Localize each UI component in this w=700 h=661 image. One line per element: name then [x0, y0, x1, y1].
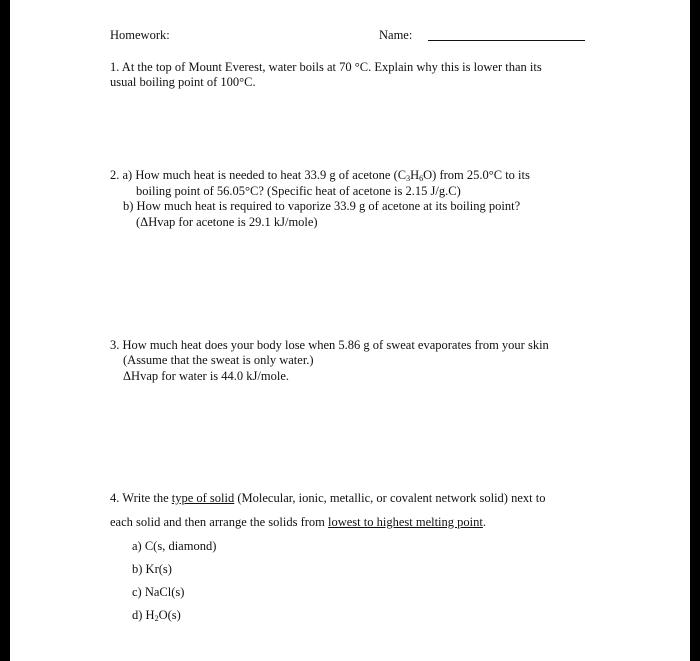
q3-line-2: (Assume that the sweat is only water.) — [123, 353, 314, 367]
q4-item-c: c) NaCl(s) — [132, 585, 185, 599]
right-black-border — [690, 0, 700, 661]
q4-item-a: a) C(s, diamond) — [132, 539, 217, 553]
q3-line-3: ΔHvap for water is 44.0 kJ/mole. — [123, 369, 289, 383]
q2a-sub-3: 3 — [406, 174, 411, 183]
q2a-line-1 — [110, 168, 530, 182]
q4-line-1 — [110, 491, 545, 505]
q4-melting-point-underlined: lowest to highest melting point — [328, 515, 483, 529]
q2a-sub-6: 6 — [419, 174, 424, 183]
left-black-border — [0, 0, 10, 661]
q4-item-d-sub: 2 — [154, 614, 159, 623]
q2b-line-2: (ΔHvap for acetone is 29.1 kJ/mole) — [136, 215, 318, 229]
q4-line-2 — [110, 515, 486, 529]
homework-label: Homework: — [110, 28, 170, 42]
q4-type-of-solid-underlined: type of solid — [171, 491, 235, 505]
q1-line-2: usual boiling point of 100°C. — [110, 75, 256, 89]
q4-item-d-post: O(s) — [158, 608, 181, 622]
q2a-text-pre: 2. a) How much heat is needed to heat 33.9 g of acetone (C — [110, 168, 407, 182]
q4-line-1-pre: 4. Write the — [110, 491, 172, 505]
q4-line-2-post: . — [482, 515, 486, 529]
name-label: Name: — [379, 28, 413, 42]
q2b-line-1: b) How much heat is required to vaporize 33.9 g of acetone at its boiling point? — [123, 199, 521, 213]
q4-item-d-pre: d) H — [132, 608, 155, 622]
q4-line-1-post: (Molecular, ionic, metallic, or covalent network solid) next to — [234, 491, 546, 505]
q2a-line-2: boiling point of 56.05°C? (Specific heat of acetone is 2.15 J/g.C) — [136, 184, 461, 198]
worksheet-page — [10, 0, 690, 661]
q1-line-1: 1. At the top of Mount Everest, water boils at 70 °C. Explain why this is lower than its — [110, 60, 542, 74]
name-blank-line — [428, 40, 585, 41]
q4-item-b: b) Kr(s) — [132, 562, 172, 576]
q3-line-1: 3. How much heat does your body lose when 5.86 g of sweat evaporates from your skin — [110, 338, 549, 352]
q2a-text-h: H — [410, 168, 420, 182]
q4-item-d — [132, 608, 181, 622]
q2a-text-post: O) from 25.0°C to its — [423, 168, 530, 182]
q4-line-2-pre: each solid and then arrange the solids from — [110, 515, 328, 529]
